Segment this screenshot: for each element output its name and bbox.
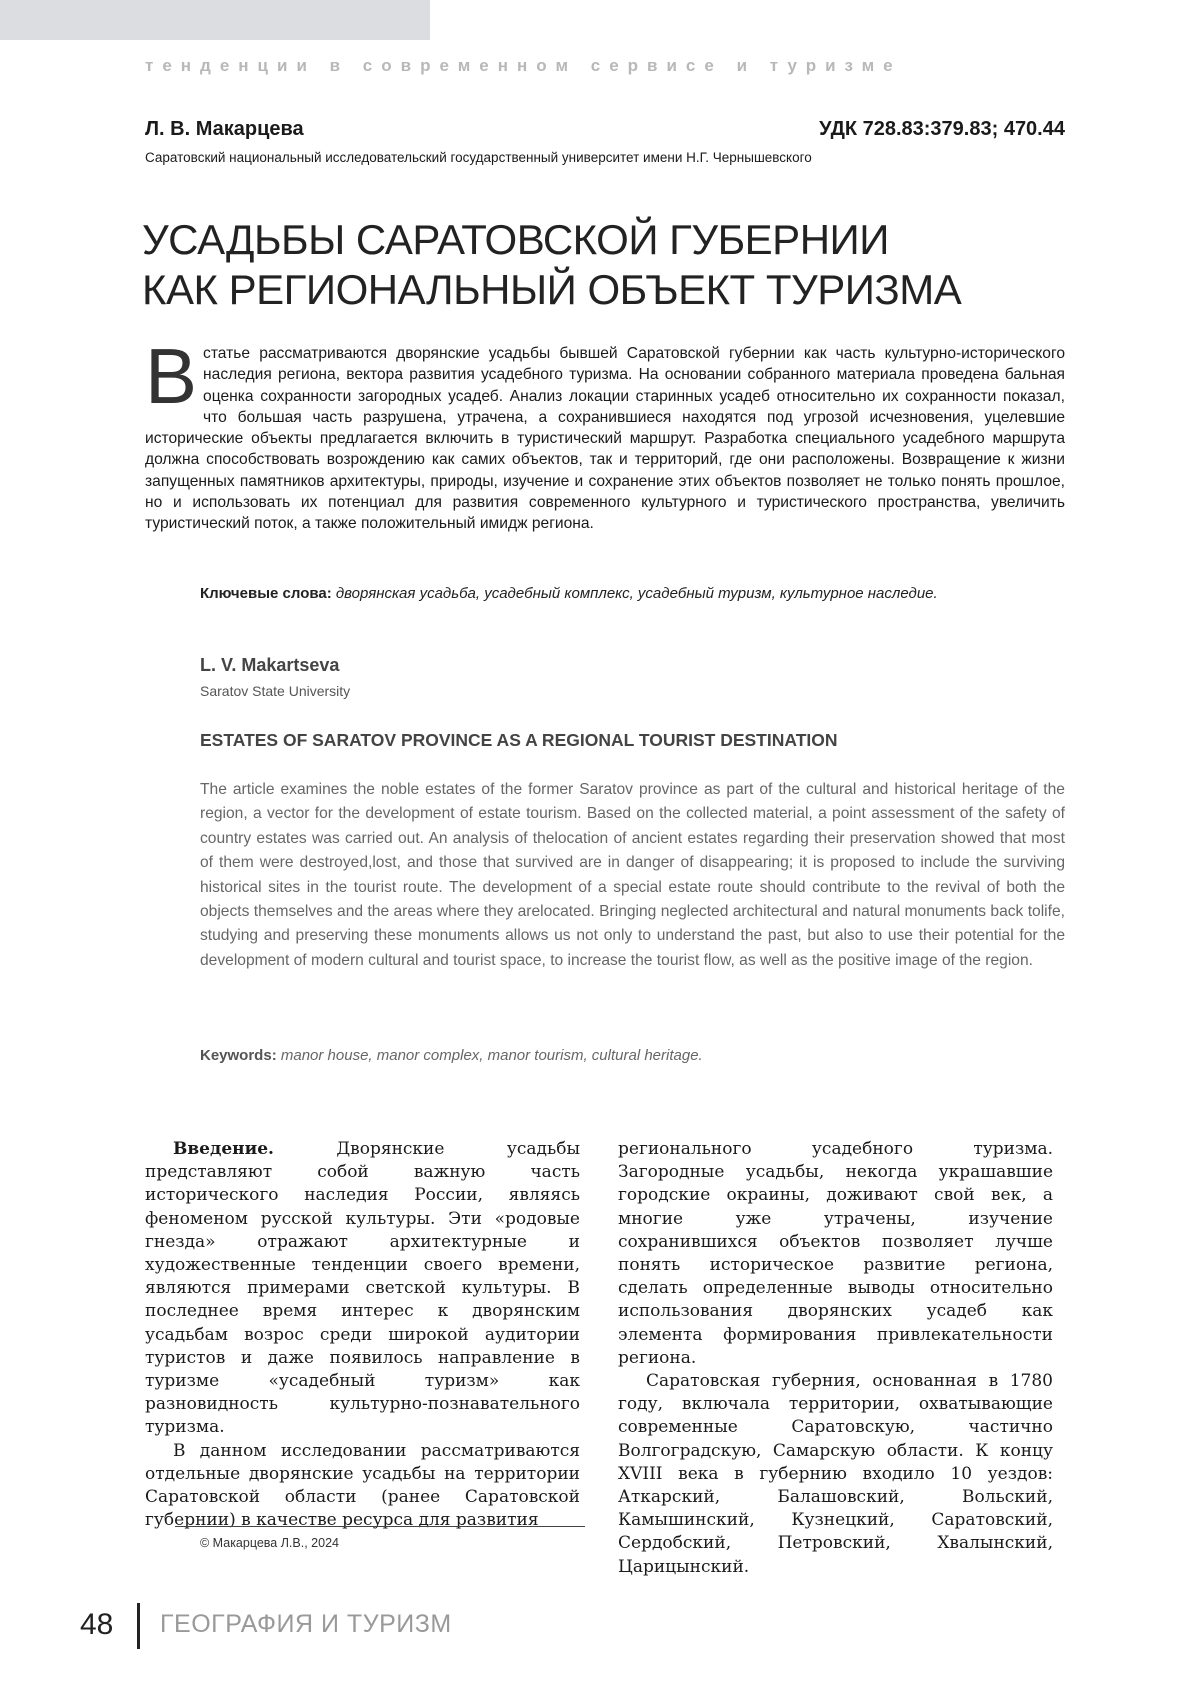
abstract-en: The article examines the noble estates of the former Saratov province as part of the cultural and historical heritage of the region, a vector for the development of estate tourism. Based on the collected material, a point assessment of the safety of country estates was carried out. An analysis of thelocation of ancient estates regarding their preservation showed that most of them were destroyed,lost, and those that survived are in danger of disappearing; it is proposed to include the surviving historical sites in the tourist route. The development of a special estate route should contribute to the revival of both the objects themselves and the areas where they arelocated. Bringing neglected architectural and natural monuments back tolife, studying and preserving these monuments allows us not only to understand the past, but also to use their potential for the development of modern cultural and tourist space, to increase the tourist flow, as well as the positive image of the region. [200,778,1065,973]
keywords-ru [200,585,938,602]
body-column-left [145,1138,580,1532]
title-line: КАК РЕГИОНАЛЬНЫЙ ОБЪЕКТ ТУРИЗМА [142,265,961,315]
running-header: тенденции в современном сервисе и туризме [145,56,902,76]
author-affiliation: Саратовский национальный исследовательский государственный университет имени Н.Г. Чернышевского [145,150,812,165]
abstract-text: статье рассматриваются дворянские усадьбы бывшей Саратовской губернии как часть культурно-исторического наследия региона, вектора развития усадебного туризма. На основании собранного материала проведена бальная оценка сохранности загородных усадеб. Анализ локации старинных усадеб относительно их сохранности показал, что большая часть разрушена, утрачена, а сохранившиеся находятся под угрозой исчезновения, уцелевшие исторические объекты предлагается включить в туристический маршрут. Разработка специального усадебного маршрута должна способствовать возрождению как самих объектов, так и территорий, где они расположены. Возвращение к жизни запущенных памятников архитектуры, природы, изучение и сохранение этих объектов позволяет не только понять прошлое, но и использовать их потенциал для развития современного культурного и туристического пространства, увеличить туристический поток, а также положительный имидж региона. [145,345,1065,532]
copyright-footnote: © Макарцева Л.В., 2024 [200,1536,339,1550]
paragraph [145,1138,580,1440]
keywords-label: Keywords: [200,1047,277,1064]
drop-cap: В [145,345,197,407]
footer-divider [137,1603,140,1649]
abstract-ru [145,343,1065,535]
paragraph: Саратовская губерния, основанная в 1780 году, включала территории, охватывающие современные Саратовскую, частично Волгоградскую, Самарскую области. К концу XVIII века в губернию входило 10 уездов: Аткарский, Балашовский, Вольский, Камышинский, Кузнецкий, Саратовский, Сердобский, Петровский, Хвалынский, Царицынский. [618,1370,1053,1579]
header-decoration-bar [0,0,430,40]
paragraph: регионального усадебного туризма. Загородные усадьбы, некогда украшавшие городские окраины, доживают свой век, а многие уже утрачены, изучение сохранившихся объектов позволяет лучше понять историческое развитие региона, сделать определенные выводы относительно использования дворянских усадеб как элемента формирования привлекательности региона. [618,1138,1053,1370]
en-author-name: L. V. Makartseva [200,655,339,676]
keywords-text: дворянская усадьба, усадебный комплекс, усадебный туризм, культурное наследие. [332,585,938,602]
author-name: Л. В. Макарцева [145,118,304,141]
keywords-label: Ключевые слова: [200,585,332,602]
paragraph: В данном исследовании рассматриваются отдельные дворянские усадьбы на территории Саратовской области (ранее Саратовской губернии) в качестве ресурса для развития [145,1440,580,1533]
footnote-divider [175,1526,585,1527]
paragraph-text: Дворянские усадьбы представляют собой важную часть исторического наследия России, являясь феноменом русской культуры. Эти «родовые гнезда» отражают архитектурные и художественные тенденции своего времени, являются примерами светской культуры. В последнее время интерес к дворянским усадьбам возрос среди широкой аудитории туристов и даже появилось направление в туризме «усадебный туризм» как разновидность культурно-познавательного туризма. [145,1139,580,1437]
en-affiliation: Saratov State University [200,683,350,699]
page-number: 48 [80,1608,113,1642]
keywords-text: manor house, manor complex, manor tourism, cultural heritage. [277,1047,703,1064]
keywords-en [200,1047,703,1064]
journal-name: ГЕОГРАФИЯ И ТУРИЗМ [160,1610,452,1639]
title-line: УСАДЬБЫ САРАТОВСКОЙ ГУБЕРНИИ [142,215,961,265]
article-title [142,215,961,315]
section-label: Введение. [173,1139,274,1159]
udk-code: УДК 728.83:379.83; 470.44 [819,118,1065,141]
body-column-right [618,1138,1053,1579]
en-article-title: ESTATES OF SARATOV PROVINCE AS A REGIONAL TOURIST DESTINATION [200,730,838,751]
